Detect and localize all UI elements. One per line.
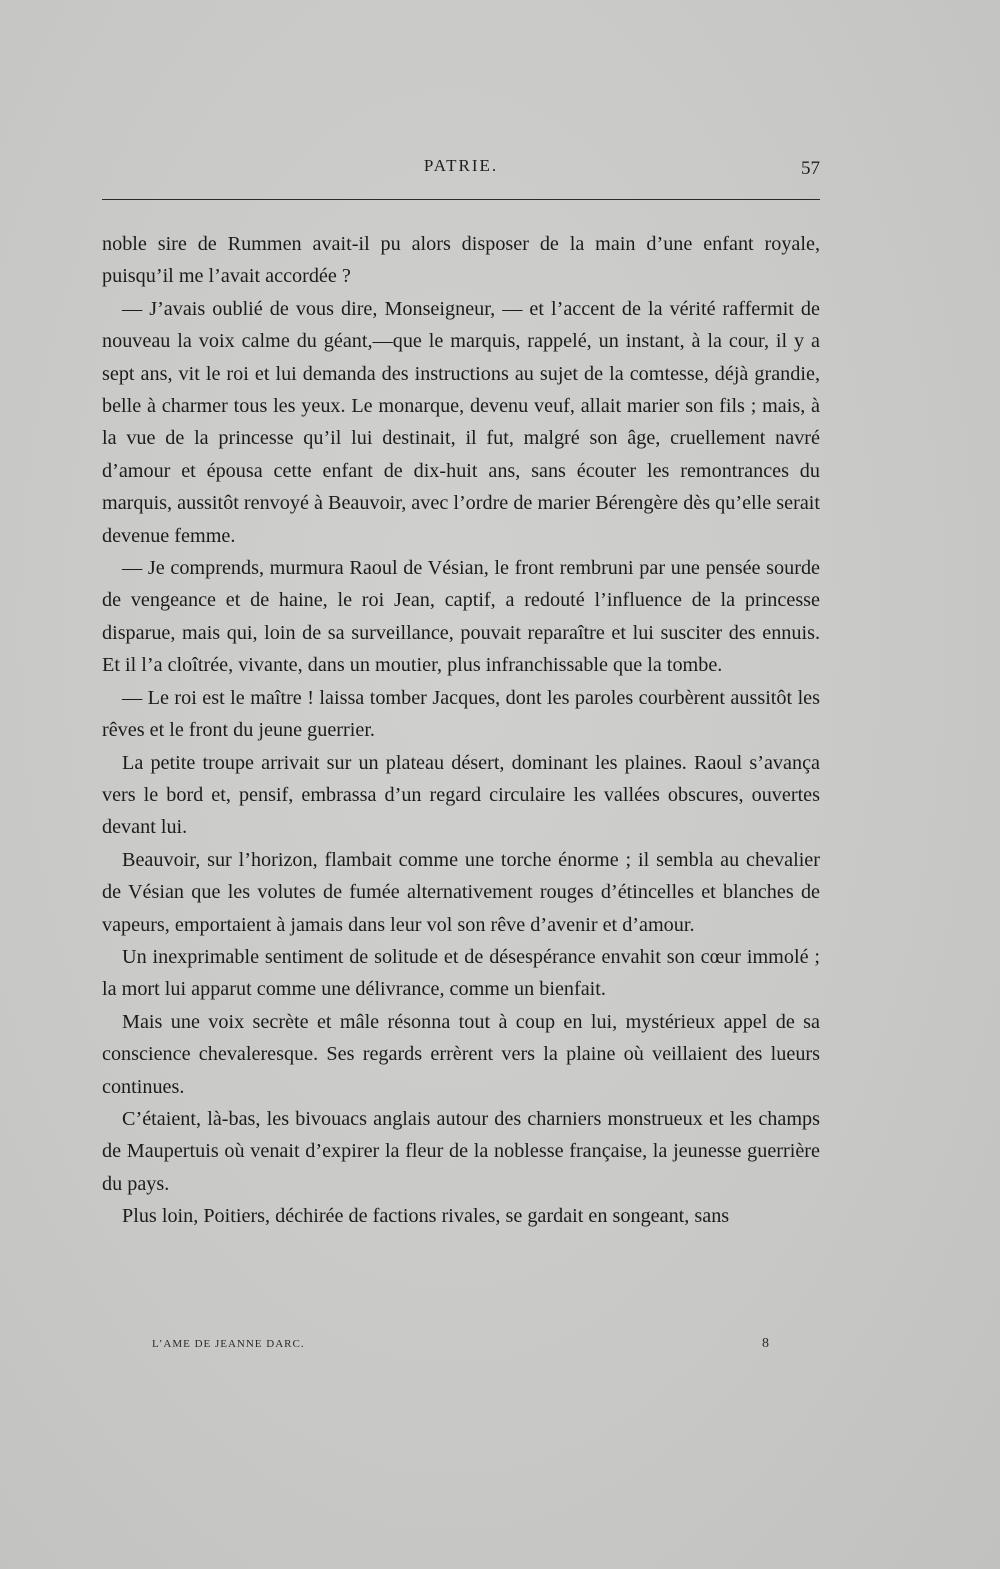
paragraph-7: Un inexprimable sentiment de solitude et de désespérance envahit son cœur immolé ; la mort lui apparut comme une délivrance, comme un bienfait. — [102, 945, 820, 1001]
signature-number: 8 — [762, 1336, 769, 1351]
header-rule — [102, 199, 820, 200]
signature-title: L’AME DE JEANNE DARC. — [152, 1338, 305, 1350]
paragraph-1: noble sire de Rummen avait-il pu alors disposer de la main d’une enfant royale, puisqu’il me l’avait accordée ? — [102, 233, 820, 288]
paragraph-6: Beauvoir, sur l’horizon, flambait comme une torche énorme ; il sembla au chevalier de Vésian que les volutes de fumée alternativement rouges d’étincelles et blanches de vapeurs, emportaient à jamais dans leur vol son rêve d’avenir et d’amour. — [102, 848, 820, 936]
page-footer — [102, 1336, 820, 1356]
paragraph-4: — Le roi est le maître ! laissa tomber Jacques, dont les paroles courbèrent aussitôt les rêves et le front du jeune guerrier. — [102, 686, 820, 742]
paragraph-3: — Je comprends, murmura Raoul de Vésian, le front rembruni par une pensée sourde de vengeance et de haine, le roi Jean, captif, a redouté l’influence de la princesse disparue, mais qui, loin de sa surveillance, pouvait reparaître et lui susciter des ennuis. Et il l’a cloîtrée, vivante, dans un moutier, plus infranchissable que la tombe. — [102, 557, 820, 677]
paragraph-2: — J’avais oublié de vous dire, Monseigneur, — et l’accent de la vérité raffermit de nouveau la voix calme du géant,—que le marquis, rappelé, un instant, à la cour, il y a sept ans, vit le roi et lui demanda des instructions au sujet de la comtesse, déjà grandie, belle à charmer tous les yeux. Le monarque, devenu veuf, allait marier son fils ; mais, à la vue de la princesse qu’il lui destinait, il fut, malgré son âge, cruellement navré d’amour et épousa cette enfant de dix-huit ans, sans écouter les remontrances du marquis, aussitôt renvoyé à Beauvoir, avec l’ordre de marier Bérengère dès qu’elle serait devenue femme. — [102, 297, 820, 547]
page-header — [102, 152, 820, 184]
paragraph-9: C’étaient, là-bas, les bivouacs anglais autour des charniers monstrueux et les champs de Maupertuis où venait d’expirer la fleur de la noblesse française, la jeunesse guerrière du pays. — [102, 1107, 820, 1195]
running-title: PATRIE. — [423, 156, 499, 175]
body-text — [102, 228, 820, 1233]
paragraph-5: La petite troupe arrivait sur un plateau désert, dominant les plaines. Raoul s’avança vers le bord et, pensif, embrassa d’un regard circulaire les vallées obscures, ouvertes devant lui. — [102, 751, 820, 839]
paragraph-10: Plus loin, Poitiers, déchirée de factions rivales, se gardait en songeant, sans — [122, 1205, 730, 1228]
paragraph-8: Mais une voix secrète et mâle résonna tout à coup en lui, mystérieux appel de sa conscience chevaleresque. Ses regards errèrent vers la plaine où veillaient des lueurs continues. — [102, 1010, 820, 1098]
page-number: 57 — [801, 158, 820, 179]
